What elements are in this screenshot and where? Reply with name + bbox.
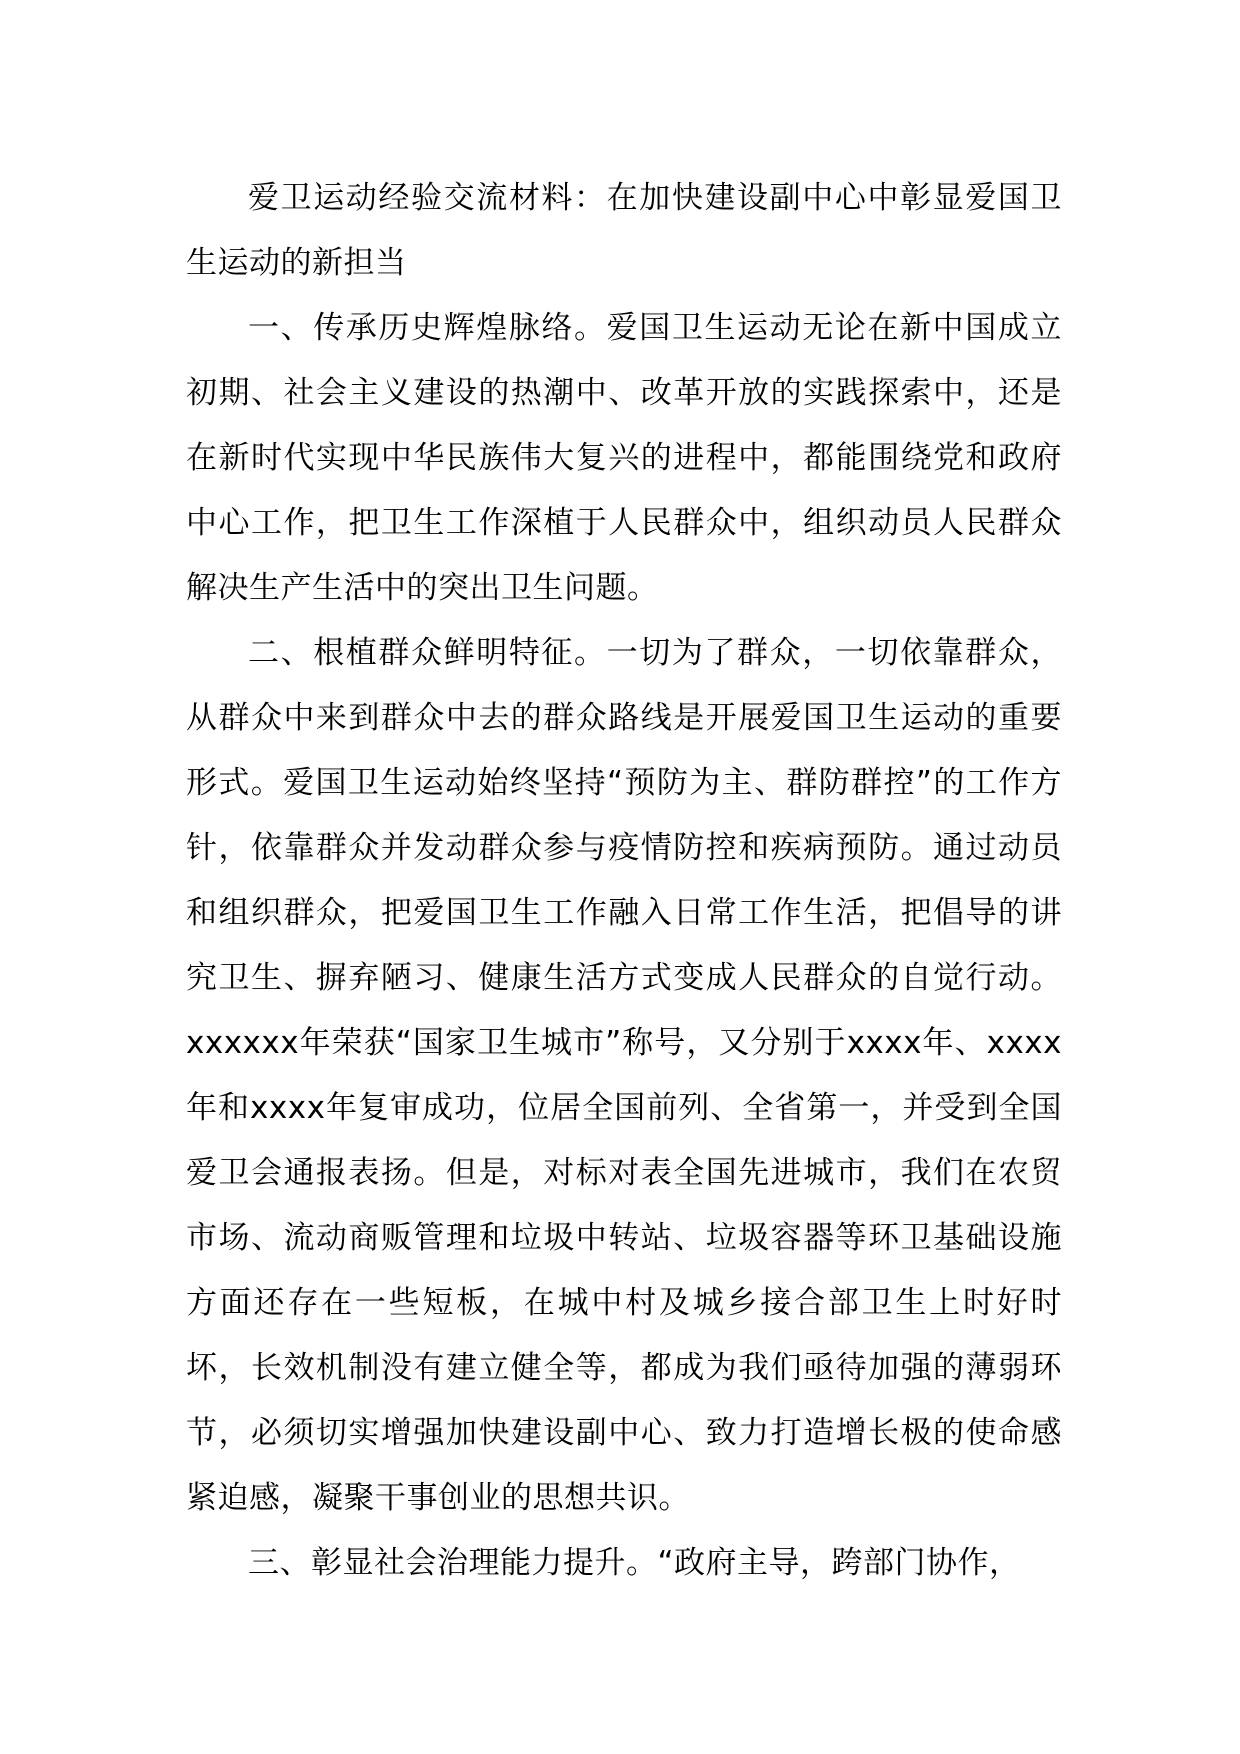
paragraph-governance: 三、彰显社会治理能力提升。“政府主导，跨部门协作， xyxy=(248,1545,1021,1581)
document-title: 爱卫运动经验交流材料：在加快建设副中心中彰显爱国卫生运动的新担当 xyxy=(186,180,1062,281)
paragraph-mass-line: 二、根植群众鲜明特征。一切为了群众，一切依靠群众，从群众中来到群众中去的群众路线是开展爱国卫生运动的重要形式。爱国卫生运动始终坚持“预防为主、群防群控”的工作方针，依靠群众并发动群众参与疫情防控和疾病预防。通过动员和组织群众，把爱国卫生工作融入日常工作生活，把倡导的讲究卫生、摒弃陋习、健康生活方式变成人民群众的自觉行动。xxxxxx年荣获“国家卫生城市”称号，又分别于xxxx年、xxxx年和xxxx年复审成功，位居全国前列、全省第一，并受到全国爱卫会通报表扬。但是，对标对表全国先进城市，我们在农贸市场、流动商贩管理和垃圾中转站、垃圾容器等环卫基础设施方面还存在一些短板，在城中村及城乡接合部卫生上时好时坏，长效机制没有建立健全等，都成为我们亟待加强的薄弱环节，必须切实增强加快建设副中心、致力打造增长极的使命感紧迫感，凝聚干事创业的思想共识。 xyxy=(186,635,1062,1516)
document-body xyxy=(186,166,1062,1596)
paragraph-heritage: 一、传承历史辉煌脉络。爱国卫生运动无论在新中国成立初期、社会主义建设的热潮中、改革开放的实践探索中，还是在新时代实现中华民族伟大复兴的进程中，都能围绕党和政府中心工作，把卫生工作深植于人民群众中，组织动员人民群众解决生产生活中的突出卫生问题。 xyxy=(186,310,1062,606)
